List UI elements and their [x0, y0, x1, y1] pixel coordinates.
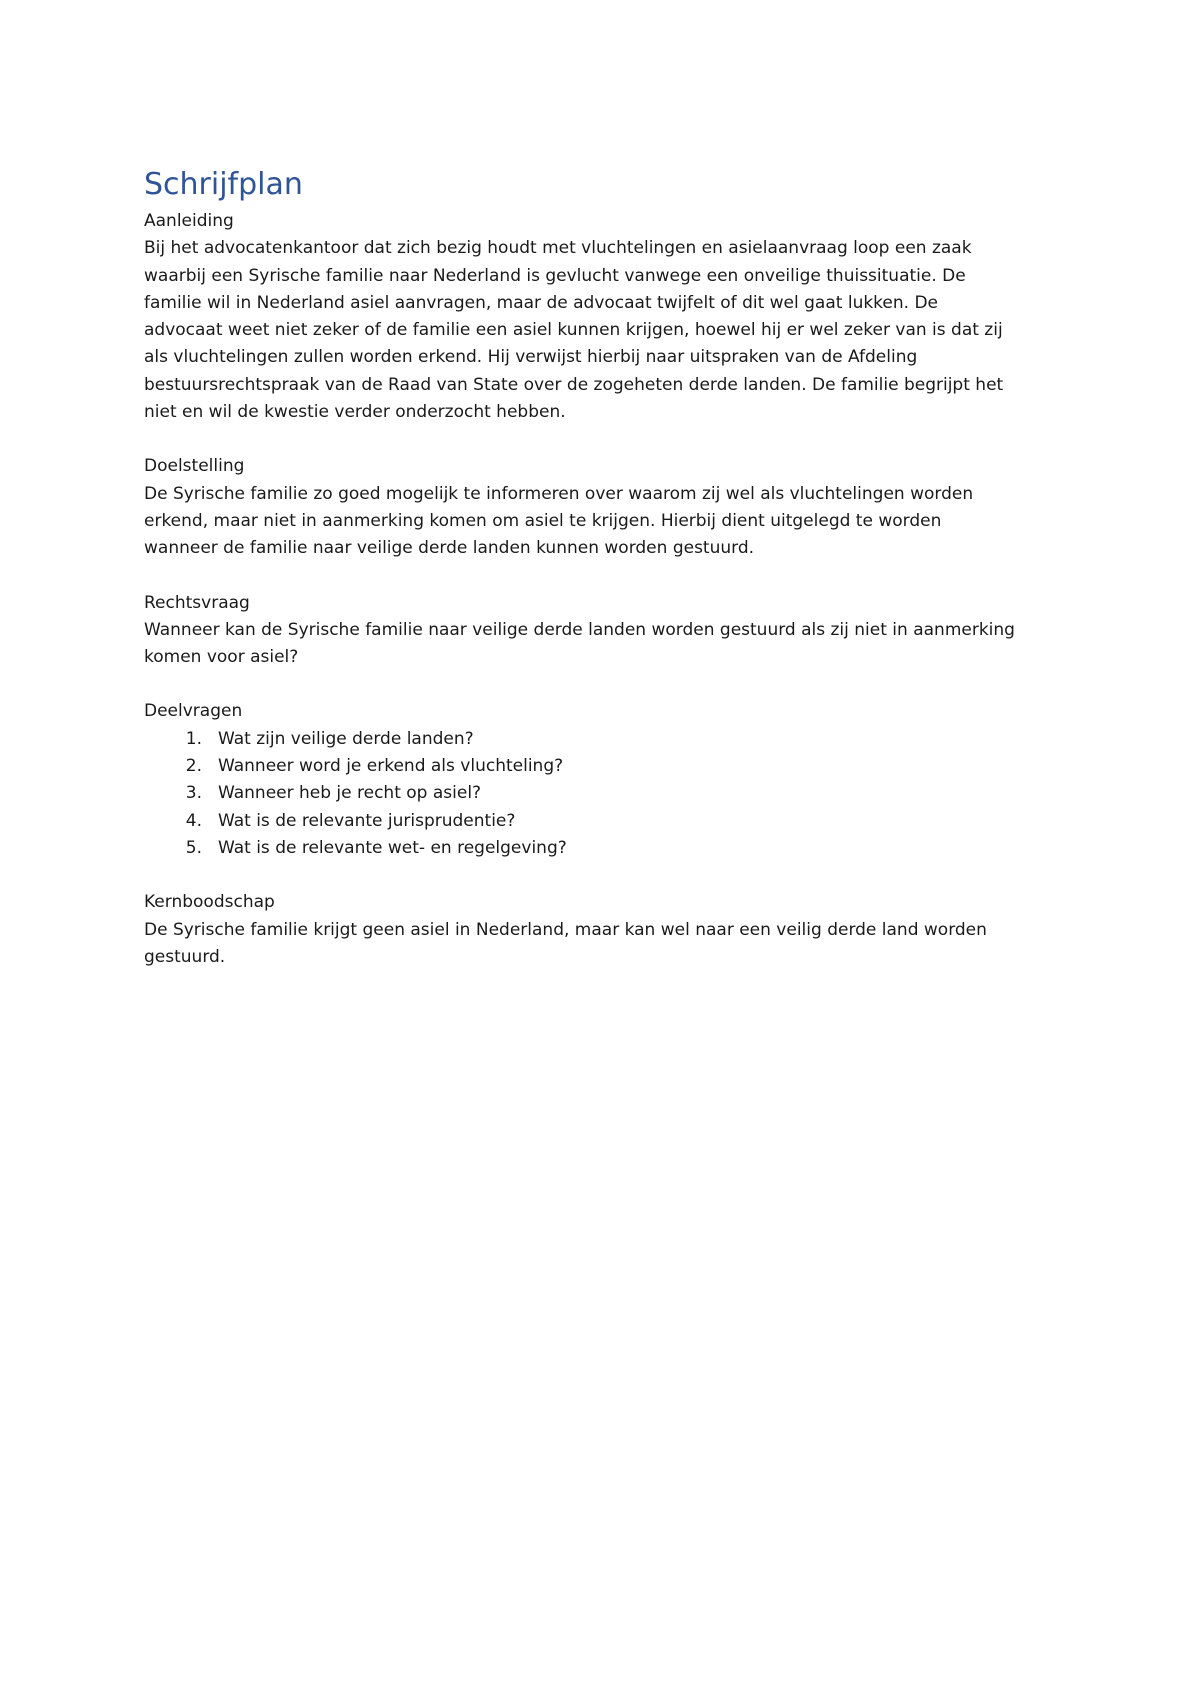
- paragraph-line: wanneer de familie naar veilige derde landen kunnen worden gestuurd.: [144, 538, 755, 559]
- section-heading-doelstelling: Doelstelling: [144, 456, 245, 477]
- section-aanleiding: [144, 208, 1064, 426]
- list-item-number: 4.: [185, 810, 202, 831]
- list-item-text: Wanneer word je erkend als vluchteling?: [218, 756, 564, 777]
- section-heading-aanleiding: Aanleiding: [144, 211, 234, 231]
- paragraph-line: De Syrische familie zo goed mogelijk te informeren over waarom zij wel als vluchtelingen worden: [144, 483, 974, 504]
- list-item: [144, 780, 1064, 807]
- paragraph-line: erkend, maar niet in aanmerking komen om asiel te krijgen. Hierbij dient uitgelegd te worden: [144, 510, 942, 531]
- document-title: Schrijfplan: [144, 167, 303, 202]
- subquestions-list: [144, 726, 1064, 862]
- paragraph-line: bestuursrechtspraak van de Raad van State over de zogeheten derde landen. De familie begrijpt het: [144, 374, 1004, 395]
- list-item-number: 2.: [185, 756, 202, 777]
- list-item-text: Wat is de relevante wet- en regelgeving?: [218, 837, 567, 858]
- section-deelvragen: [144, 698, 1064, 862]
- section-kernboodschap: [144, 889, 1064, 971]
- section-heading-rechtsvraag: Rechtsvraag: [144, 592, 250, 613]
- section-heading-deelvragen: Deelvragen: [144, 701, 243, 722]
- list-item-number: 1.: [185, 728, 202, 749]
- list-item-text: Wanneer heb je recht op asiel?: [218, 783, 482, 804]
- paragraph-line: niet en wil de kwestie verder onderzocht hebben.: [144, 402, 566, 423]
- section-heading-kernboodschap: Kernboodschap: [144, 892, 275, 913]
- paragraph-line: gestuurd.: [144, 946, 226, 967]
- paragraph-kernboodschap: [144, 917, 1064, 972]
- list-item: [144, 726, 1064, 753]
- paragraph-line: advocaat weet niet zeker of de familie een asiel kunnen krijgen, hoewel hij er wel zeker van is dat zij: [144, 320, 1003, 341]
- paragraph-aanleiding: [144, 235, 1064, 426]
- list-item-text: Wat is de relevante jurisprudentie?: [218, 810, 516, 831]
- paragraph-line: komen voor asiel?: [144, 647, 299, 668]
- list-item: [144, 753, 1064, 780]
- paragraph-line: Wanneer kan de Syrische familie naar veilige derde landen worden gestuurd als zij niet in aanmerking: [144, 619, 1015, 640]
- paragraph-line: als vluchtelingen zullen worden erkend. Hij verwijst hierbij naar uitspraken van de Afdeling: [144, 347, 918, 368]
- list-item: [144, 835, 1064, 862]
- paragraph-doelstelling: [144, 481, 1064, 563]
- list-item: [144, 808, 1064, 835]
- list-item-number: 3.: [185, 783, 202, 804]
- section-rechtsvraag: [144, 590, 1064, 672]
- document-page: [144, 166, 1064, 998]
- paragraph-line: Bij het advocatenkantoor dat zich bezig houdt met vluchtelingen en asielaanvraag loop een zaak: [144, 238, 972, 259]
- paragraph-line: waarbij een Syrische familie naar Nederland is gevlucht vanwege een onveilige thuissituatie. De: [144, 265, 966, 286]
- list-item-number: 5.: [185, 837, 202, 858]
- paragraph-rechtsvraag: [144, 617, 1064, 672]
- paragraph-line: familie wil in Nederland asiel aanvragen, maar de advocaat twijfelt of dit wel gaat lukken. De: [144, 292, 939, 313]
- section-doelstelling: [144, 453, 1064, 562]
- paragraph-line: De Syrische familie krijgt geen asiel in Nederland, maar kan wel naar een veilig derde land worden: [144, 919, 987, 940]
- list-item-text: Wat zijn veilige derde landen?: [218, 728, 474, 749]
